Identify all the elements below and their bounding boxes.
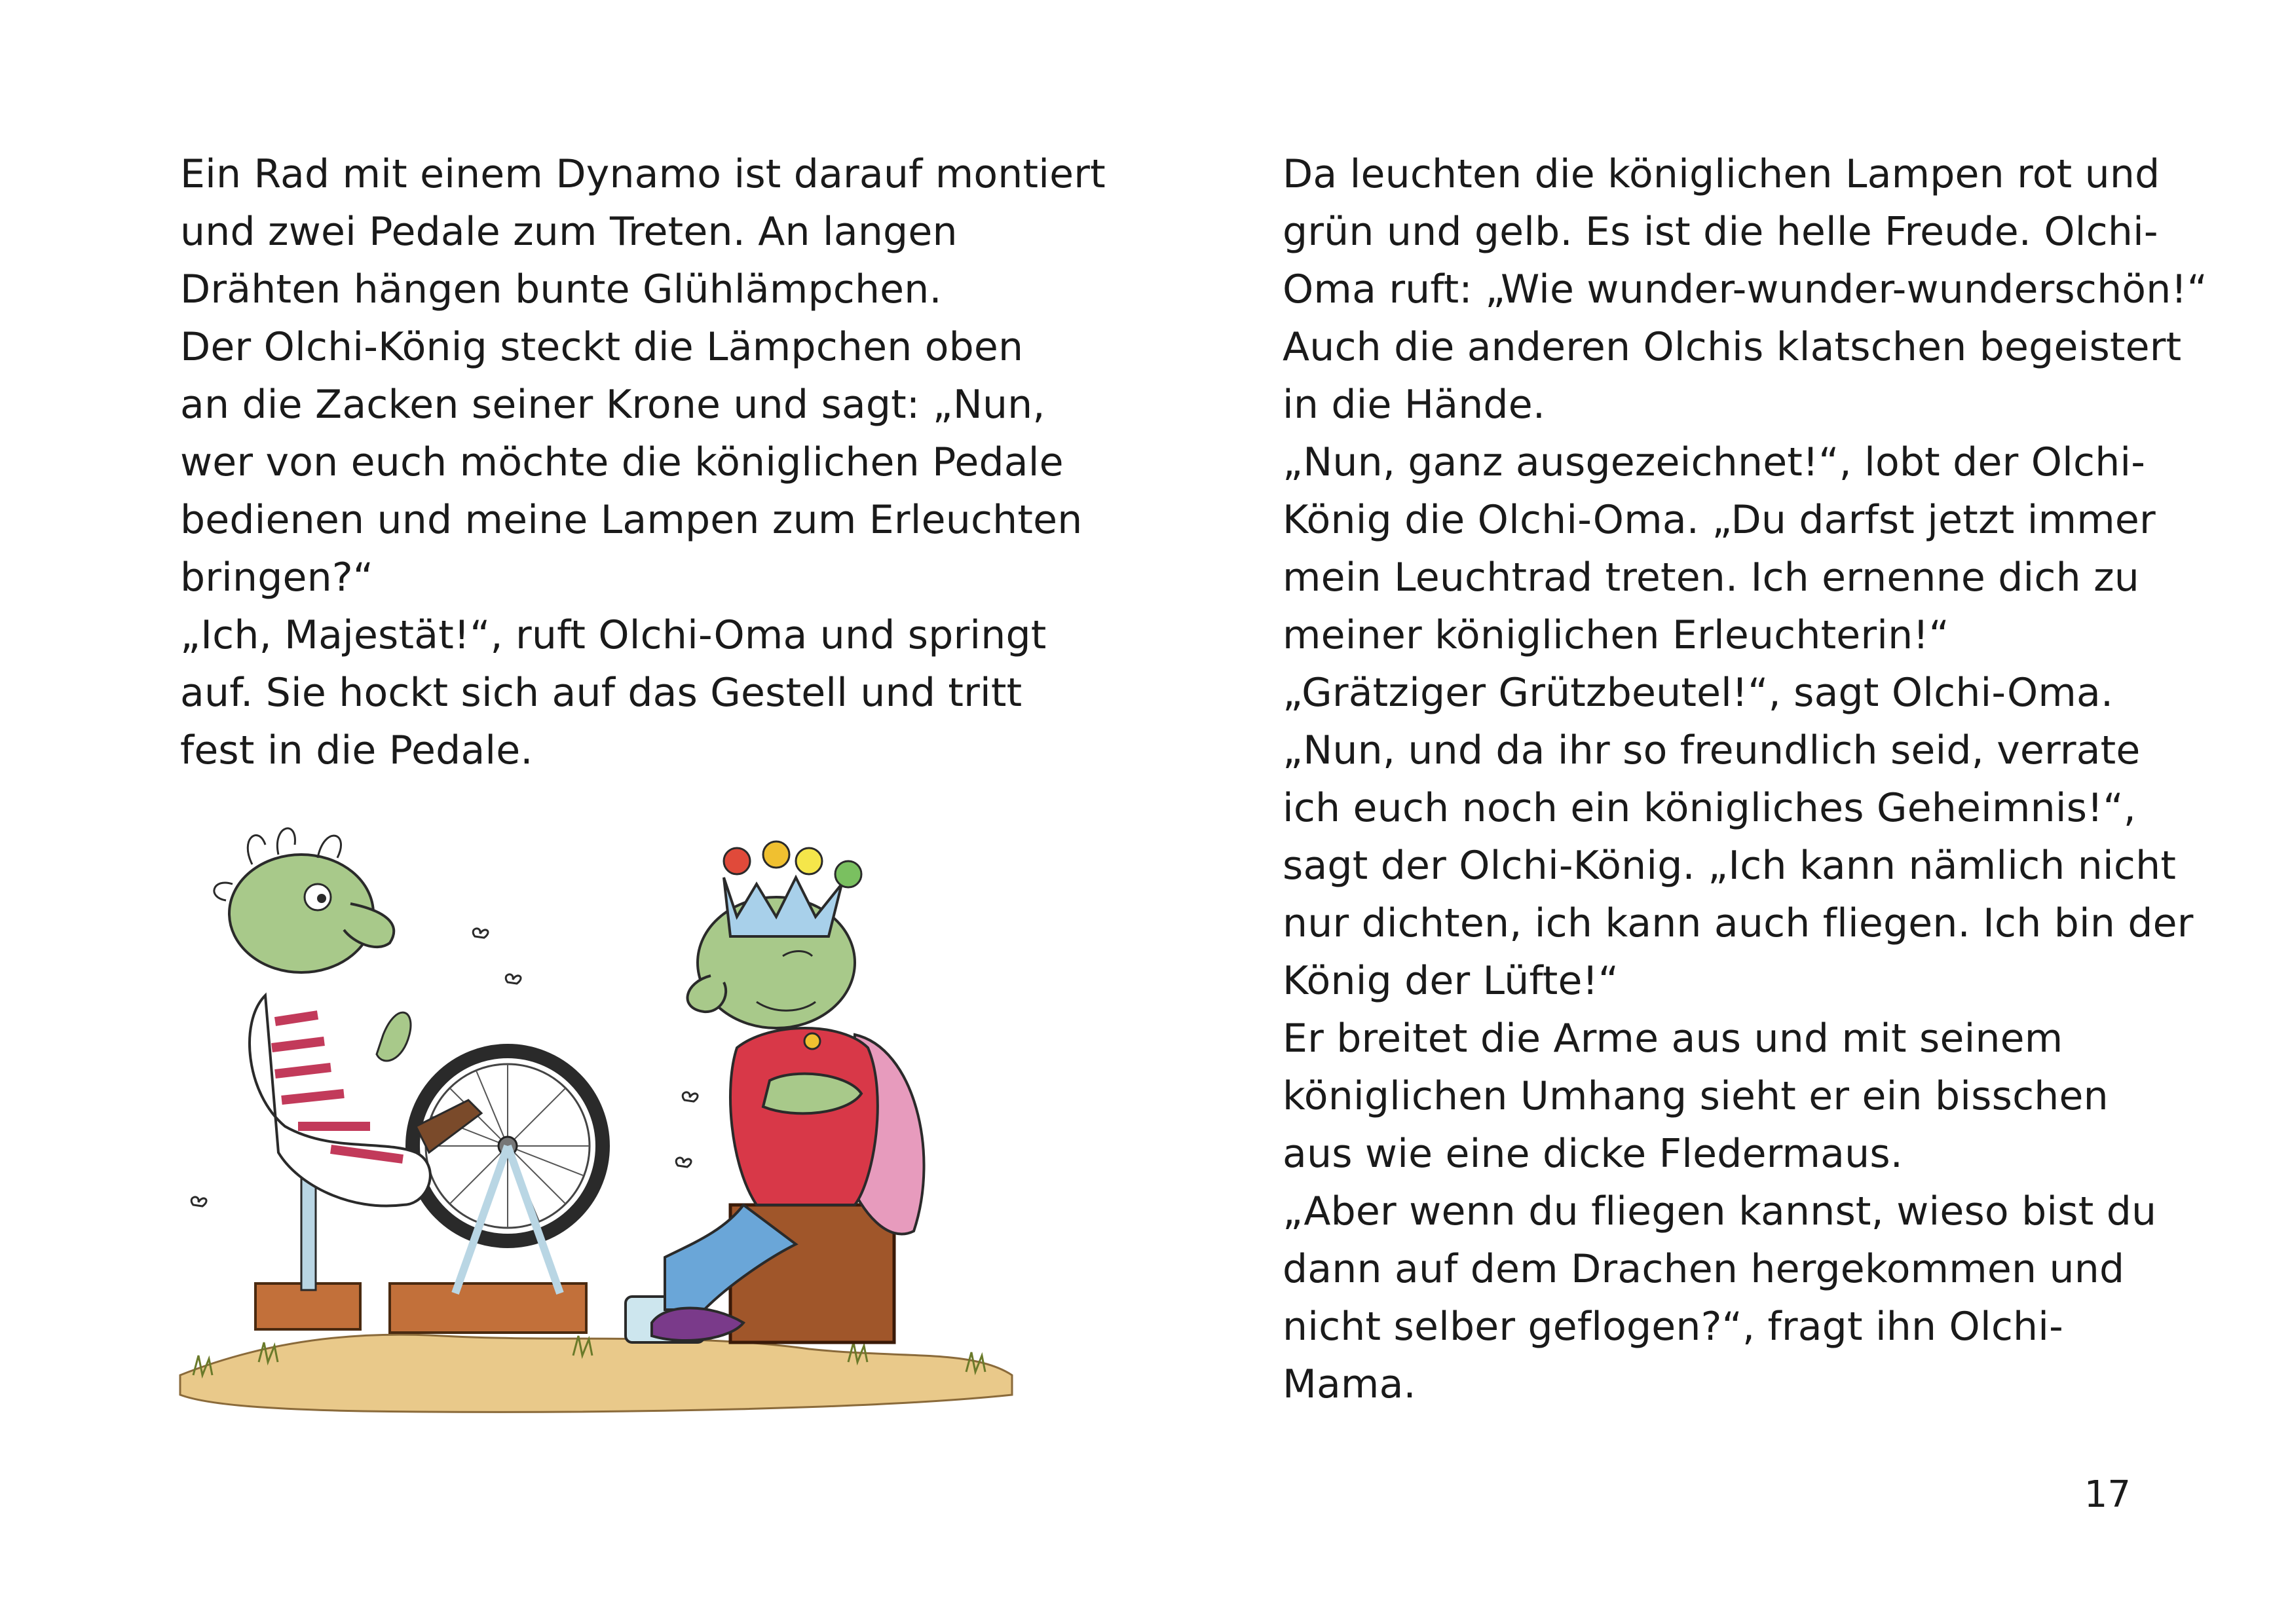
- text-line: meiner königlichen Erleuchterin!“: [1283, 612, 1949, 658]
- text-line: an die Zacken seiner Krone und sagt: „Nun,: [180, 382, 1045, 428]
- text-line: Er breitet die Arme aus und mit seinem: [1283, 1016, 2063, 1061]
- text-line: dann auf dem Drachen hergekommen und: [1283, 1246, 2125, 1292]
- text-line: und zwei Pedale zum Treten. An langen: [180, 209, 958, 255]
- text-line: „Nun, ganz ausgezeichnet!“, lobt der Olchi-: [1283, 439, 2146, 485]
- text-line: bringen?“: [180, 555, 374, 600]
- text-line: „Aber wenn du fliegen kannst, wieso bist du: [1283, 1189, 2157, 1234]
- text-line: König die Olchi-Oma. „Du darfst jetzt immer: [1283, 497, 2156, 543]
- text-line: königlichen Umhang sieht er ein bisschen: [1283, 1073, 2109, 1119]
- text-line: Drähten hängen bunte Glühlämpchen.: [180, 267, 942, 312]
- right-page: [1145, 0, 2290, 1624]
- text-line: fest in die Pedale.: [180, 728, 533, 773]
- text-line: in die Hände.: [1283, 382, 1546, 428]
- text-line: aus wie eine dicke Fledermaus.: [1283, 1131, 1904, 1177]
- text-line: Der Olchi-König steckt die Lämpchen oben: [180, 324, 1024, 370]
- left-text-column: [180, 145, 1106, 779]
- text-line: König der Lüfte!“: [1283, 958, 1619, 1004]
- dynamo-wheel: [413, 1051, 603, 1293]
- text-line: nicht selber geflogen?“, fragt ihn Olchi-: [1283, 1304, 2063, 1350]
- text-line: Mama.: [1283, 1361, 1416, 1407]
- text-line: ich euch noch ein königliches Geheimnis!“,: [1283, 785, 2137, 831]
- text-line: Oma ruft: „Wie wunder-wunder-wunderschön!“: [1283, 267, 2207, 312]
- text-line: mein Leuchtrad treten. Ich ernenne dich zu: [1283, 555, 2140, 600]
- text-line: „Nun, und da ihr so freundlich seid, verrate: [1283, 728, 2141, 773]
- olchi-illustration: [167, 786, 1025, 1428]
- text-line: Da leuchten die königlichen Lampen rot und: [1283, 151, 2160, 197]
- text-line: Auch die anderen Olchis klatschen begeistert: [1283, 324, 2182, 370]
- text-line: „Grätziger Grützbeutel!“, sagt Olchi-Oma.: [1283, 670, 2114, 716]
- ground-dirt: [180, 1335, 1012, 1412]
- text-line: grün und gelb. Es ist die helle Freude. Olchi-: [1283, 209, 2158, 255]
- right-text-column: [1283, 145, 2207, 1413]
- text-line: auf. Sie hockt sich auf das Gestell und tritt: [180, 670, 1023, 716]
- olchi-oma: [214, 828, 481, 1206]
- text-line: Ein Rad mit einem Dynamo ist darauf montiert: [180, 151, 1106, 197]
- text-line: bedienen und meine Lampen zum Erleuchten: [180, 497, 1083, 543]
- text-line: sagt der Olchi-König. „Ich kann nämlich nicht: [1283, 843, 2177, 889]
- text-line: „Ich, Majestät!“, ruft Olchi-Oma und springt: [180, 612, 1047, 658]
- text-line: wer von euch möchte die königlichen Pedale: [180, 439, 1064, 485]
- page-number: 17: [2084, 1473, 2131, 1516]
- text-line: nur dichten, ich kann auch fliegen. Ich bin der: [1283, 900, 2194, 946]
